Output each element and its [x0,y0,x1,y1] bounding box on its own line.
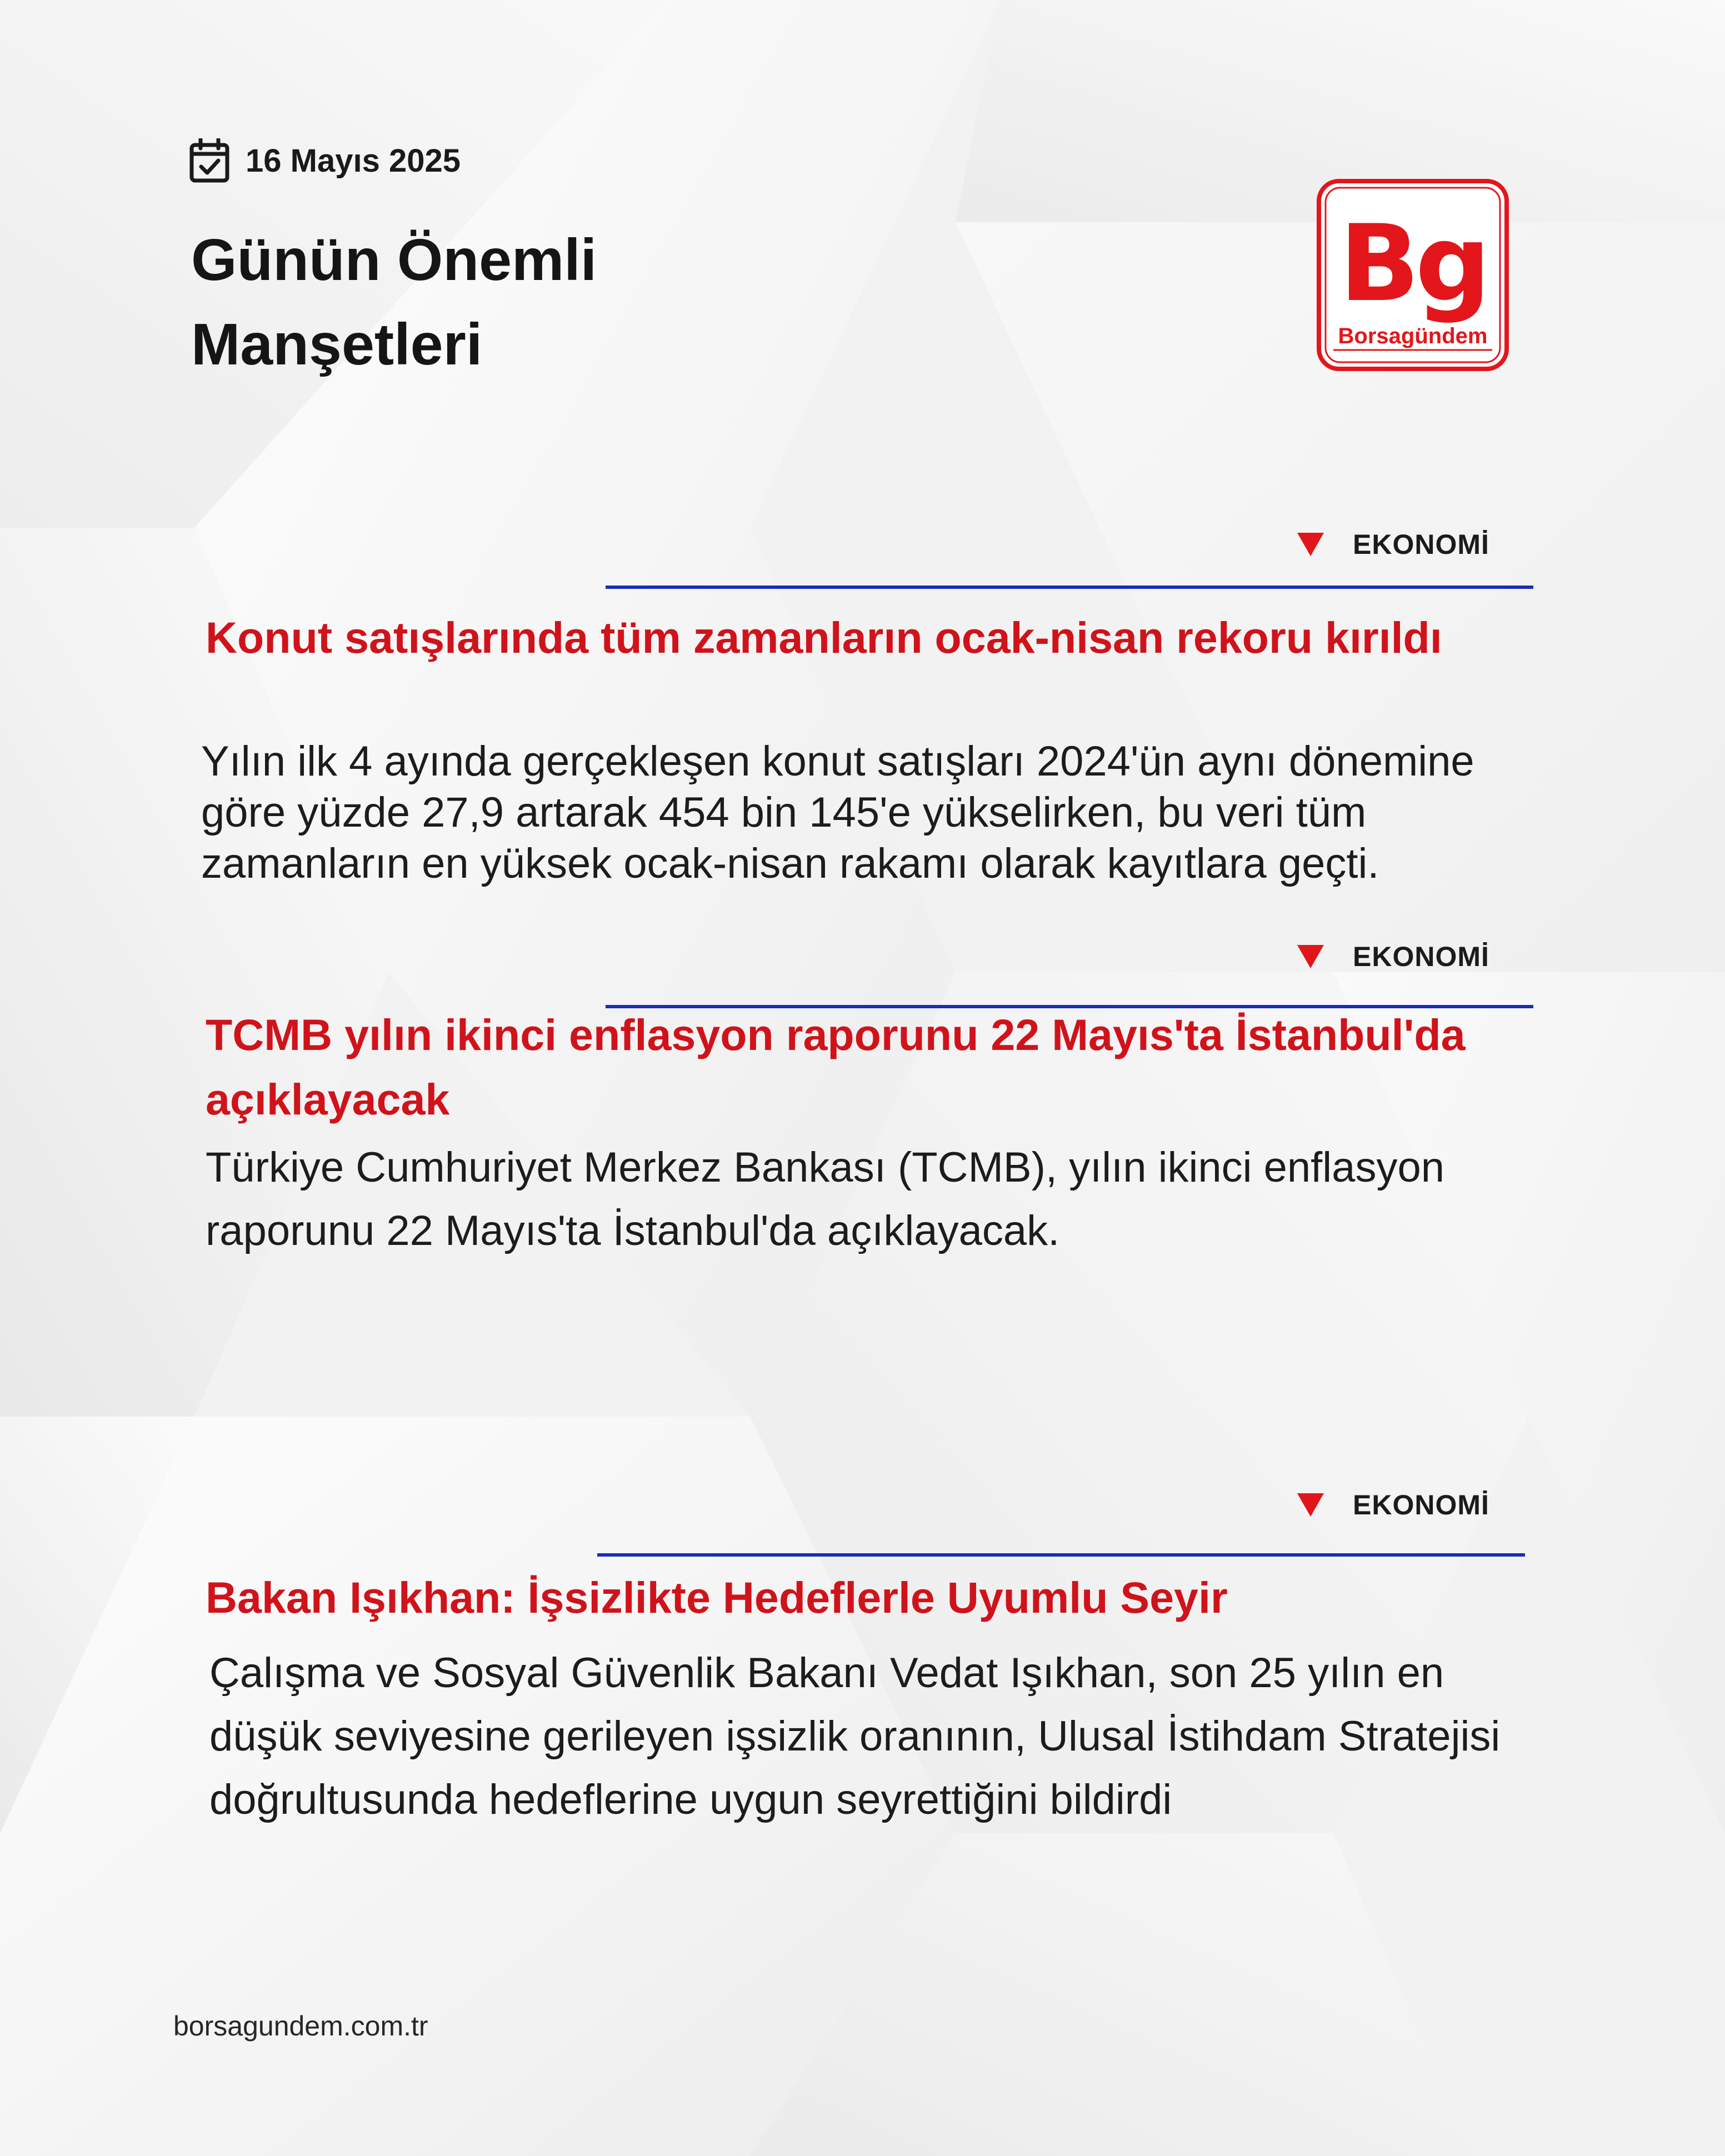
section-divider [597,1553,1525,1557]
svg-text:Bg: Bg [1339,202,1487,325]
news-headline[interactable]: Konut satışlarında tüm zamanların ocak-nisan rekoru kırıldı [206,613,1442,662]
news-headline[interactable]: Bakan Işıkhan: İşsizlikte Hedeflerle Uyumlu Seyir [206,1573,1228,1622]
page-title: Günün Önemli Manşetleri [191,227,597,377]
news-headline[interactable]: TCMB yılın ikinci enflasyon raporunu 22 Mayıs'ta İstanbul'da açıklayacak [206,1010,1466,1124]
news-summary: Türkiye Cumhuriyet Merkez Bankası (TCMB), yılın ikinci enflasyon raporunu 22 Mayıs'ta İstanbul'da açıklayacak. [206,1144,1444,1254]
svg-text:Borsagündem: Borsagündem [1338,324,1488,348]
date-text: 16 Mayıs 2025 [246,142,461,179]
triangle-down-icon [1297,533,1324,556]
triangle-down-icon [1297,945,1324,968]
category-label: EKONOMİ [1353,529,1489,560]
borsagundem-logo [1317,179,1509,371]
category-tag[interactable] [1297,937,1489,976]
news-summary: Yılın ilk 4 ayında gerçekleşen konut satışları 2024'ün aynı dönemine göre yüzde 27,9 artarak 454 bin 145'e yükselirken, bu veri tüm zamanların en yüksek ocak-nisan rakamı olarak kayıtlara geçti. [201,738,1474,887]
category-tag[interactable] [1297,1485,1489,1524]
calendar-check-icon [189,138,230,183]
date-row [189,138,461,183]
section-divider [606,586,1533,589]
triangle-down-icon [1297,1493,1324,1517]
news-summary: Çalışma ve Sosyal Güvenlik Bakanı Vedat Işıkhan, son 25 yılın en düşük seviyesine gerileyen işsizlik oranının, Ulusal İstihdam Stratejisi doğrultusunda hedeflerine uygun seyrettiğini bildirdi [209,1649,1501,1823]
category-tag[interactable] [1297,525,1489,564]
category-label: EKONOMİ [1353,1489,1489,1520]
website-url[interactable]: borsagundem.com.tr [173,2010,428,2042]
category-label: EKONOMİ [1353,941,1489,972]
